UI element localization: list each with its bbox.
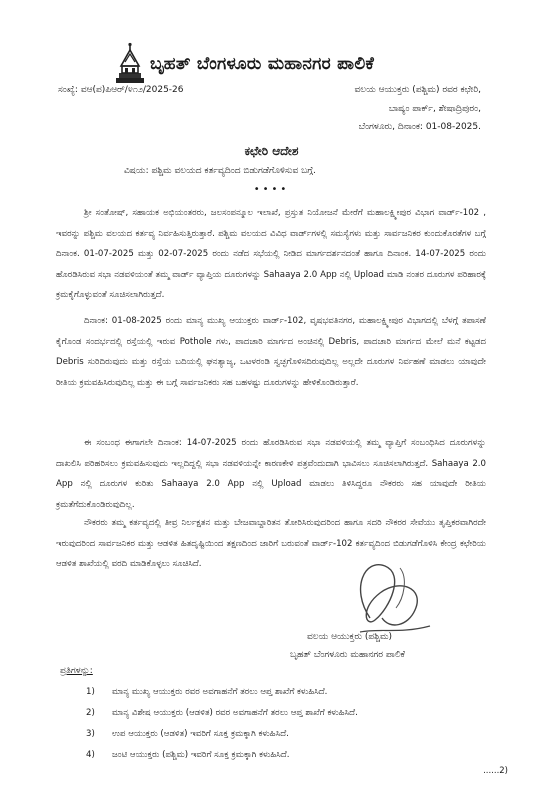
bbmp-emblem-icon (112, 42, 148, 84)
body-paragraph-3: ಈ ಸಂಬಂಧ ಈಗಾಗಲೇ ದಿನಾಂಕ: 14-07-2025 ರಂದು ಹೊರಡಿಸಿರುವ ಸಭಾ ನಡವಳಿಯಲ್ಲಿ ತಮ್ಮ ವ್ಯಾಪ್ತಿಗೆ ಸಂಬಂಧಿಸಿದ ದೂರುಗಳನ್ನು ದಾಖಲಿಸಿ ಪರಿಹರಿಸಲು ಕ್ರಮವಹಿಸುವುದು ಇಲ್ಲದಿದ್ದಲ್ಲಿ ಸಭಾ ನಡವಳಿಯನ್ನೇ ಕಾರಣಕೇಳಿ ಪತ್ರವೆಂದುದಾಗಿ ಭಾವಿಸಲು ಸೂಚಿಸಲಾಗಿರುತ್ತದೆ. Sahaaya 2.0 App ನಲ್ಲಿ ದೂರುಗಳ ಕುರಿತು Sahaaya 2.0 App ನಲ್ಲಿ Upload ಮಾಡಲು ತಿಳಿಸಿದ್ದರೂ ನೌಕರರು ಸಹ ಯಾವುದೇ ರೀತಿಯ ಕ್ರಮತೆಗೆದುಕೊಂಡಿರುವುದಿಲ್ಲ. (56, 438, 486, 510)
list-item: 2) ಮಾನ್ಯ ವಿಶೇಷ ಆಯುಕ್ತರು (ಆಡಳಿತ) ರವರ ಅವಗಾಹನೆಗೆ ತರಲು ಆಪ್ತ ಶಾಖೆಗೆ ಕಳುಹಿಸಿದೆ. (86, 708, 358, 718)
list-item: 4) ಜಂಟಿ ಆಯುಕ್ತರು (ಪಶ್ಚಿಮ) ಇವರಿಗೆ ಸೂಕ್ತ ಕ್ರಮಕ್ಕಾಗಿ ಕಳುಹಿಸಿದೆ. (86, 750, 290, 760)
body-paragraph-4: ನೌಕರರು ತಮ್ಮ ಕರ್ತವ್ಯದಲ್ಲಿ ತೀವ್ರ ನಿರ್ಲಕ್ಷತನ ಮತ್ತು ಬೇಜವಾಬ್ದಾರಿತನ ತೋರಿಸಿರುವುದರಿಂದ ಹಾಗೂ ಸದರಿ ನೌಕರರ ಸೇವೆಯು ತೃಪ್ತಿಕರವಾಗಿರದೇ ಇರುವುದರಿಂದ ಸಾರ್ವಜನಿಕರ ಮತ್ತು ಆಡಳಿತ ಹಿತದೃಷ್ಟಿಯಿಂದ ತಕ್ಷಣದಿಂದ ಜಾರಿಗೆ ಬರುವಂತೆ ವಾರ್ಡ್-102 ಕರ್ತವ್ಯದಿಂದ ಬಿಡುಗಡೆಗೊಳಿಸಿ ಕೇಂದ್ರ ಕಛೇರಿಯ ಆಡಳಿತ ಶಾಖೆಯಲ್ಲಿ ವರದಿ ಮಾಡಿಕೊಳ್ಳಲು ಸೂಚಿಸಿದೆ. (56, 518, 486, 569)
subject-line: ವಿಷಯ: ಪಶ್ಚಿಮ ವಲಯದ ಕರ್ತವ್ಯದಿಂದ ಬಿಡುಗಡೆಗೊಳಿಸುವ ಬಗ್ಗೆ. (124, 166, 316, 176)
office-address-line-2: ಬಾಷ್ಯಂ ಪಾರ್ಕ್, ಶೇಷಾದ್ರಿಪುರಂ, (388, 104, 481, 114)
list-item: 3) ಉಪ ಆಯುಕ್ತರು (ಆಡಳಿತ) ಇವರಿಗೆ ಸೂಕ್ತ ಕ್ರಮಕ್ಕಾಗಿ ಕಳುಹಿಸಿದೆ. (86, 729, 289, 739)
signatory-organisation: ಬೃಹತ್ ಬೆಂಗಳೂರು ಮಹಾನಗರ ಪಾಲಿಕೆ (290, 650, 405, 660)
page-continuation-marker: ......2) (483, 766, 508, 776)
org-title: ಬೃಹತ್ ಬೆಂಗಳೂರು ಮಹಾನಗರ ಪಾಲಿಕೆ (150, 54, 375, 74)
handwritten-signature (330, 548, 440, 640)
body-paragraph-1: ಶ್ರೀ ಸಂತೋಷ್, ಸಹಾಯಕ ಅಭಿಯಂತರರು, ಜಲಸಂಪನ್ಮೂಲ ಇಲಾಖೆ, ಪ್ರಸ್ತುತ ನಿಯೋಜನೆ ಮೇರೆಗೆ ಮಹಾಲಕ್ಷ್ಮೀಪುರ ವಿಭಾಗ ವಾರ್ಡ್-102 , ಇವರನ್ನು ಪಶ್ಚಿಮ ವಲಯದ ಕರ್ತವ್ಯ ನಿರ್ವಹಿಸುತ್ತಿರುತ್ತಾರೆ. ಪಶ್ಚಿಮ ವಲಯದ ವಿವಿಧ ವಾರ್ಡ್‌ಗಳಲ್ಲಿ ಸಮಸ್ಯೆಗಳು ಮತ್ತು ಸಾರ್ವಜನಿಕರ ಕುಂದುಕೊರತೆಗಳ ಬಗ್ಗೆ ದಿನಾಂಕ. 01-07-2025 ಮತ್ತು 02-07-2025 ರಂದು ನಡೆದ ಸಭೆಯಲ್ಲಿ ನೀಡಿದ ಮಾರ್ಗದರ್ಶನದಂತೆ ಹಾಗೂ ದಿನಾಂಕ. 14-07-2025 ರಂದು ಹೊರಡಿಸಿರುವ ಸಭಾ ನಡವಳಿಯಂತೆ ತಮ್ಮ ವಾರ್ಡ್ ವ್ಯಾಪ್ತಿಯ ದೂರುಗಳನ್ನು Sahaaya 2.0 App ನಲ್ಲಿ Upload ಮಾಡಿ ನಂತರ ದೂರುಗಳ ಪರಿಹಾರಕ್ಕೆ ಕ್ರಮಕೈಗೊಳ್ಳುವಂತೆ ಸೂಚಿಸಲಾಗಿರುತ್ತದೆ. (56, 208, 486, 300)
office-address-date: ಬೆಂಗಳೂರು, ದಿನಾಂಕ: 01-08-2025. (358, 122, 481, 132)
copies-list (86, 682, 358, 766)
copies-heading: ಪ್ರತಿಗಳನ್ನು: (60, 666, 93, 676)
order-title: ಕಛೇರಿ ಆದೇಶ (244, 144, 299, 158)
list-item: 1) ಮಾನ್ಯ ಮುಖ್ಯ ಆಯುಕ್ತರು ರವರ ಅವಗಾಹನೆಗೆ ತರಲು ಆಪ್ತ ಶಾಖೆಗೆ ಕಳುಹಿಸಿದೆ. (86, 687, 328, 697)
reference-number: ಸಂಖ್ಯೆ: ವಆ(ಪ)ಪಿಆರ್/‍೪೧೨/2025-26 (58, 85, 184, 95)
separator-dots: •••• (253, 184, 290, 195)
office-address-line-1: ವಲಯ ಆಯುಕ್ತರು (ಪಶ್ಚಿಮ) ರವರ ಕಛೇರಿ, (354, 85, 481, 95)
body-paragraph-2: ದಿನಾಂಕ: 01-08-2025 ರಂದು ಮಾನ್ಯ ಮುಖ್ಯ ಆಯುಕ್ತರು ವಾರ್ಡ್-102, ವೃಷಭವತಿನಗರ, ಮಹಾಲಕ್ಷ್ಮೀಪುರ ವಿಭಾಗದಲ್ಲಿ ಬೆಳಗ್ಗೆ ತಪಾಸಣೆ ಕೈಗೊಂಡ ಸಂದರ್ಭದಲ್ಲಿ ರಸ್ತೆಯಲ್ಲಿ ಇರುವ Pothole ಗಳು, ಪಾದಚಾರಿ ಮಾರ್ಗದ ಅಂಚಿನಲ್ಲಿ Debris, ಪಾದಚಾರಿ ಮಾರ್ಗದ ಮೇಲೆ ಮನೆ ಕಟ್ಟಡದ Debris ಸುರಿದಿರುವುದು ಮತ್ತು ರಸ್ತೆಯ ಬದಿಯಲ್ಲಿ ಘನತ್ಯಾಜ್ಯ, ಒಟಳರಂಡಿ ಸ್ವಚ್ಛಗೊಳಿಸದಿರುವುದಿಲ್ಲ ಅಲ್ಲದೇ ದೂರುಗಳ ನಿರ್ವಹಣೆ ಮಾಡಲು ಯಾವುದೇ ರೀತಿಯ ಕ್ರಮವಹಿಸಿರುವುದಿಲ್ಲ ಮತ್ತು ಈ ಬಗ್ಗೆ ಸಾರ್ವಜನಿಕರು ಸಹ ಬಹಳಷ್ಟು ದೂರುಗಳನ್ನು ಹೇಳಿಕೊಂಡಿರುತ್ತಾರೆ. (56, 316, 486, 388)
signatory-designation: ವಲಯ ಆಯುಕ್ತರು (ಪಶ್ಚಿಮ) (307, 632, 393, 642)
